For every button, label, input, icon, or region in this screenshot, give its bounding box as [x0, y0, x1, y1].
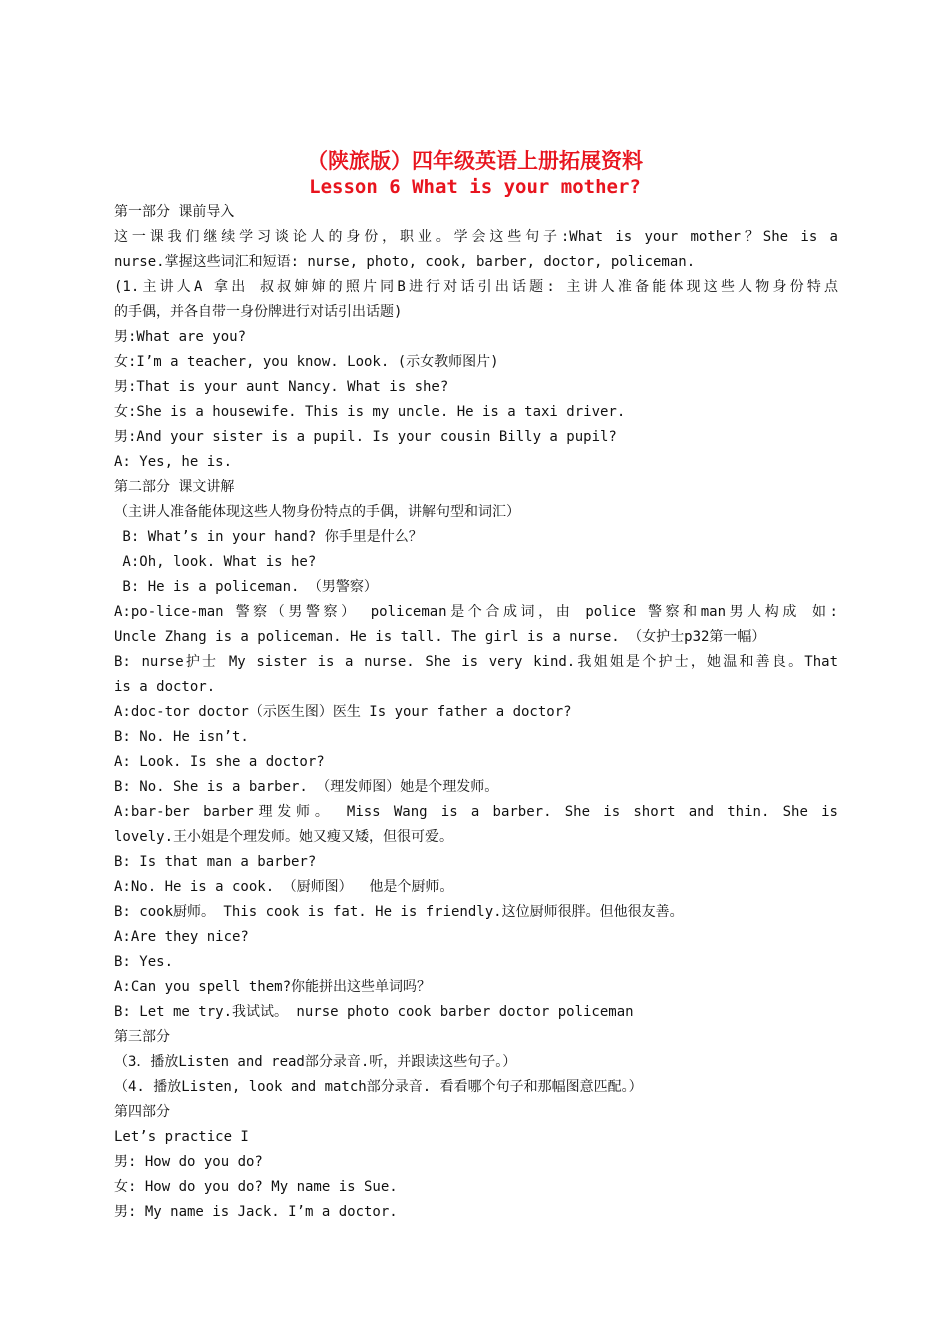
intro-paragraph-line: nurse.掌握这些词汇和短语: nurse, photo, cook, barber, doctor, policeman.: [114, 254, 696, 270]
instruction-line: （3．播放Listen and read部分录音.听，并跟读这些句子。）: [114, 1054, 517, 1070]
instruction-line: （主讲人准备能体现这些人物身份特点的手偶，讲解句型和词汇）: [114, 504, 520, 520]
dialogue-line: 女: How do you do? My name is Sue.: [114, 1179, 398, 1195]
dialogue-line: A:po-lice-man 警察（男警察） policeman是个合成词，由 police 警察和man男人构成 如:: [114, 604, 838, 620]
section-heading-2: 第二部分 课文讲解: [114, 479, 235, 495]
dialogue-line: B: cook厨师。 This cook is fat. He is friendly.这位厨师很胖。但他很友善。: [114, 904, 684, 920]
dialogue-line: B: Yes.: [114, 954, 174, 970]
dialogue-line: A:doc-tor doctor（示医生图）医生 Is your father a doctor?: [114, 704, 572, 720]
dialogue-line: 男: How do you do?: [114, 1154, 263, 1170]
dialogue-line: A:Can you spell them?你能拼出这些单词吗？: [114, 979, 432, 995]
document-title: （陕旅版）四年级英语上册拓展资料: [307, 149, 643, 173]
dialogue-line: lovely.王小姐是个理发师。她又瘦又矮，但很可爱。: [114, 829, 453, 845]
section-heading-3: 第三部分: [114, 1029, 170, 1045]
instruction-line: (1.主讲人A 拿出 叔叔婶婶的照片同B进行对话引出话题: 主讲人准备能体现这些人物身份特点: [114, 279, 838, 295]
dialogue-line: B: Let me try.我试试。 nurse photo cook barber doctor policeman: [114, 1004, 634, 1020]
dialogue-line: A:Oh, look. What is he?: [114, 554, 317, 570]
section-heading-1: 第一部分 课前导入: [114, 204, 235, 220]
dialogue-line: A:No. He is a cook. （厨师图） 他是个厨师。: [114, 879, 454, 895]
intro-paragraph-line: 这一课我们继续学习谈论人的身份，职业。学会这些句子:What is your mother？She is a: [114, 229, 838, 245]
dialogue-line: B: Is that man a barber?: [114, 854, 317, 870]
practice-heading: Let’s practice I: [114, 1129, 249, 1145]
dialogue-line: B: He is a policeman. （男警察）: [114, 579, 378, 595]
document-body: [114, 200, 838, 1225]
dialogue-line: 男:What are you?: [114, 329, 247, 345]
dialogue-line: 男:That is your aunt Nancy. What is she?: [114, 379, 449, 395]
dialogue-line: A:bar-ber barber理发师。 Miss Wang is a barber. She is short and thin. She is: [114, 804, 838, 820]
dialogue-line: 男: My name is Jack. I’m a doctor.: [114, 1204, 398, 1220]
dialogue-line: B: No. She is a barber. （理发师图）她是个理发师。: [114, 779, 499, 795]
dialogue-line: B: What’s in your hand? 你手里是什么？: [114, 529, 423, 545]
dialogue-line: B: No. He isn’t.: [114, 729, 249, 745]
title-block: [0, 148, 950, 200]
dialogue-line: A: Look. Is she a doctor?: [114, 754, 325, 770]
dialogue-line: A:Are they nice?: [114, 929, 249, 945]
dialogue-line: 女:I’m a teacher, you know. Look. (示女教师图片): [114, 354, 499, 370]
dialogue-line: 女:She is a housewife. This is my uncle. He is a taxi driver.: [114, 404, 626, 420]
dialogue-line: A: Yes, he is.: [114, 454, 233, 470]
dialogue-line: is a doctor.: [114, 679, 216, 695]
dialogue-line: 男:And your sister is a pupil. Is your cousin Billy a pupil?: [114, 429, 617, 445]
lesson-subtitle: Lesson 6 What is your mother?: [309, 176, 641, 198]
dialogue-line: B: nurse护士 My sister is a nurse. She is very kind.我姐姐是个护士，她温和善良。That: [114, 654, 838, 670]
instruction-line: （4. 播放Listen, look and match部分录音. 看看哪个句子和那幅图意匹配。）: [114, 1079, 643, 1095]
section-heading-4: 第四部分: [114, 1104, 170, 1120]
instruction-line: 的手偶，并各自带一身份牌进行对话引出话题): [114, 304, 403, 320]
dialogue-line: Uncle Zhang is a policeman. He is tall. The girl is a nurse. （女护士p32第一幅）: [114, 629, 766, 645]
